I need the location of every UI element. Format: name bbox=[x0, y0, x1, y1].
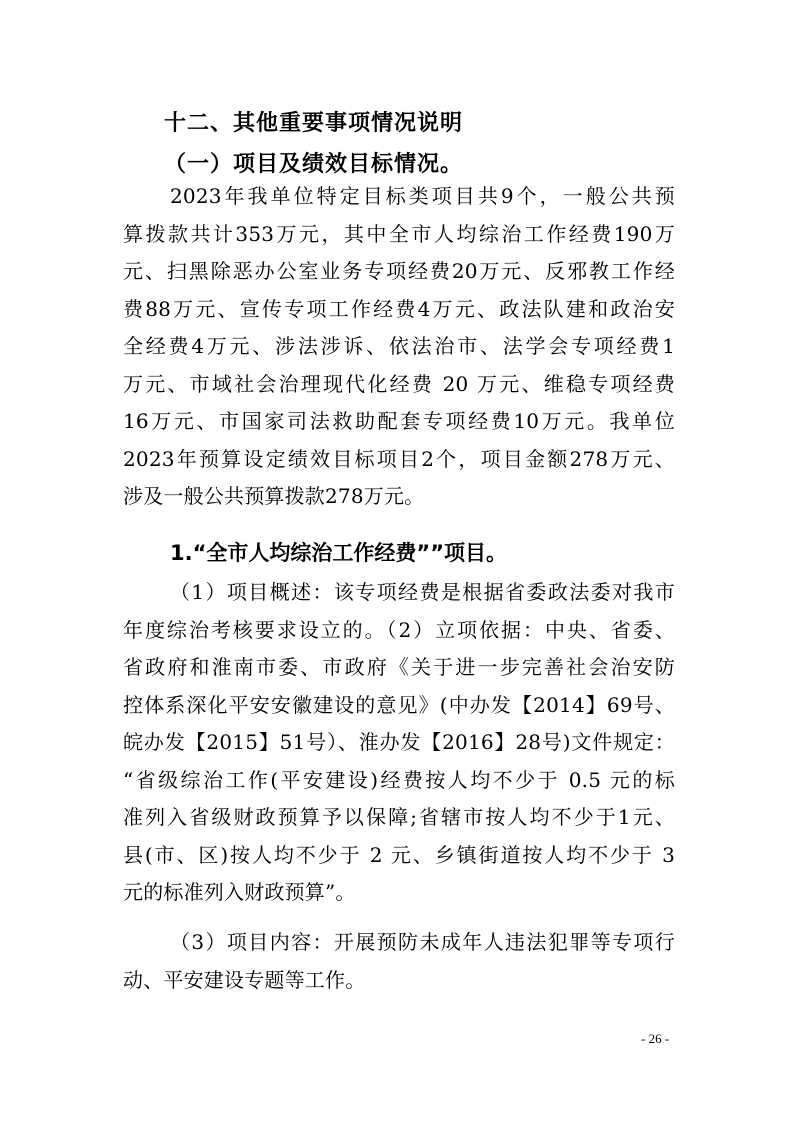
paragraph-line: 动、平安建设专题等工作。 bbox=[123, 967, 366, 992]
paragraph-line: “省级综治工作(平安建设)经费按人均不少于 0.5 元的标 bbox=[123, 767, 675, 792]
paragraph-line: （3）项目内容：开展预防未成年人违法犯罪等专项行 bbox=[170, 930, 675, 954]
paragraph-project-content bbox=[123, 924, 675, 999]
paragraph-line: 省政府和淮南市委、市政府《关于进一步完善社会治安防 bbox=[123, 655, 675, 679]
paragraph-line: 年度综治考核要求设立的。（2）立项依据：中央、省委、 bbox=[123, 617, 675, 642]
paragraph-line: 全经费4万元、涉法涉诉、依法治市、法学会专项经费1 bbox=[123, 334, 675, 358]
paragraph-line: 2023年预算设定绩效目标项目2个，项目金额278万元、 bbox=[123, 446, 675, 471]
paragraph-line: 县(市、区)按人均不少于 2 元、乡镇街道按人均不少于 3 bbox=[123, 842, 675, 867]
paragraph-line: 算拨款共计353万元，其中全市人均综治工作经费190万 bbox=[123, 221, 675, 246]
paragraph-line: 费88万元、宣传专项工作经费4万元、政法队建和政治安 bbox=[123, 296, 675, 321]
paragraph-line: 皖办发【2015】51号）、淮办发【2016】28号)文件规定： bbox=[123, 730, 675, 754]
subsection-title: （一）项目及绩效目标情况。 bbox=[164, 152, 464, 177]
paragraph-project-overview bbox=[123, 574, 675, 912]
paragraph-line: （1）项目概述：该专项经费是根据省委政法委对我市 bbox=[170, 580, 675, 604]
paragraph-line: 元、扫黑除恶办公室业务专项经费20万元、反邪教工作经 bbox=[123, 259, 675, 283]
paragraph-line: 万元、市域社会治理现代化经费 20 万元、维稳专项经费 bbox=[123, 371, 675, 396]
paragraph-line: 涉及一般公共预算拨款278万元。 bbox=[123, 484, 425, 508]
paragraph-line: 16万元、市国家司法救助配套专项经费10万元。我单位 bbox=[123, 409, 675, 433]
paragraph-line: 元的标准列入财政预算”。 bbox=[123, 880, 356, 904]
paragraph-line: 2023年我单位特定目标类项目共9个，一般公共预 bbox=[170, 184, 675, 208]
section-title: 十二、其他重要事项情况说明 bbox=[164, 111, 464, 136]
paragraph-projects-summary bbox=[123, 178, 675, 516]
paragraph-line: 准列入省级财政预算予以保障;省辖市按人均不少于1元、 bbox=[123, 805, 675, 829]
item1-title: 1.“全市人均综治工作经费””项目。 bbox=[170, 541, 507, 565]
paragraph-line: 控体系深化平安安徽建设的意见》(中办发【2014】69号、 bbox=[123, 692, 675, 717]
page-number: - 26 - bbox=[641, 1031, 670, 1046]
